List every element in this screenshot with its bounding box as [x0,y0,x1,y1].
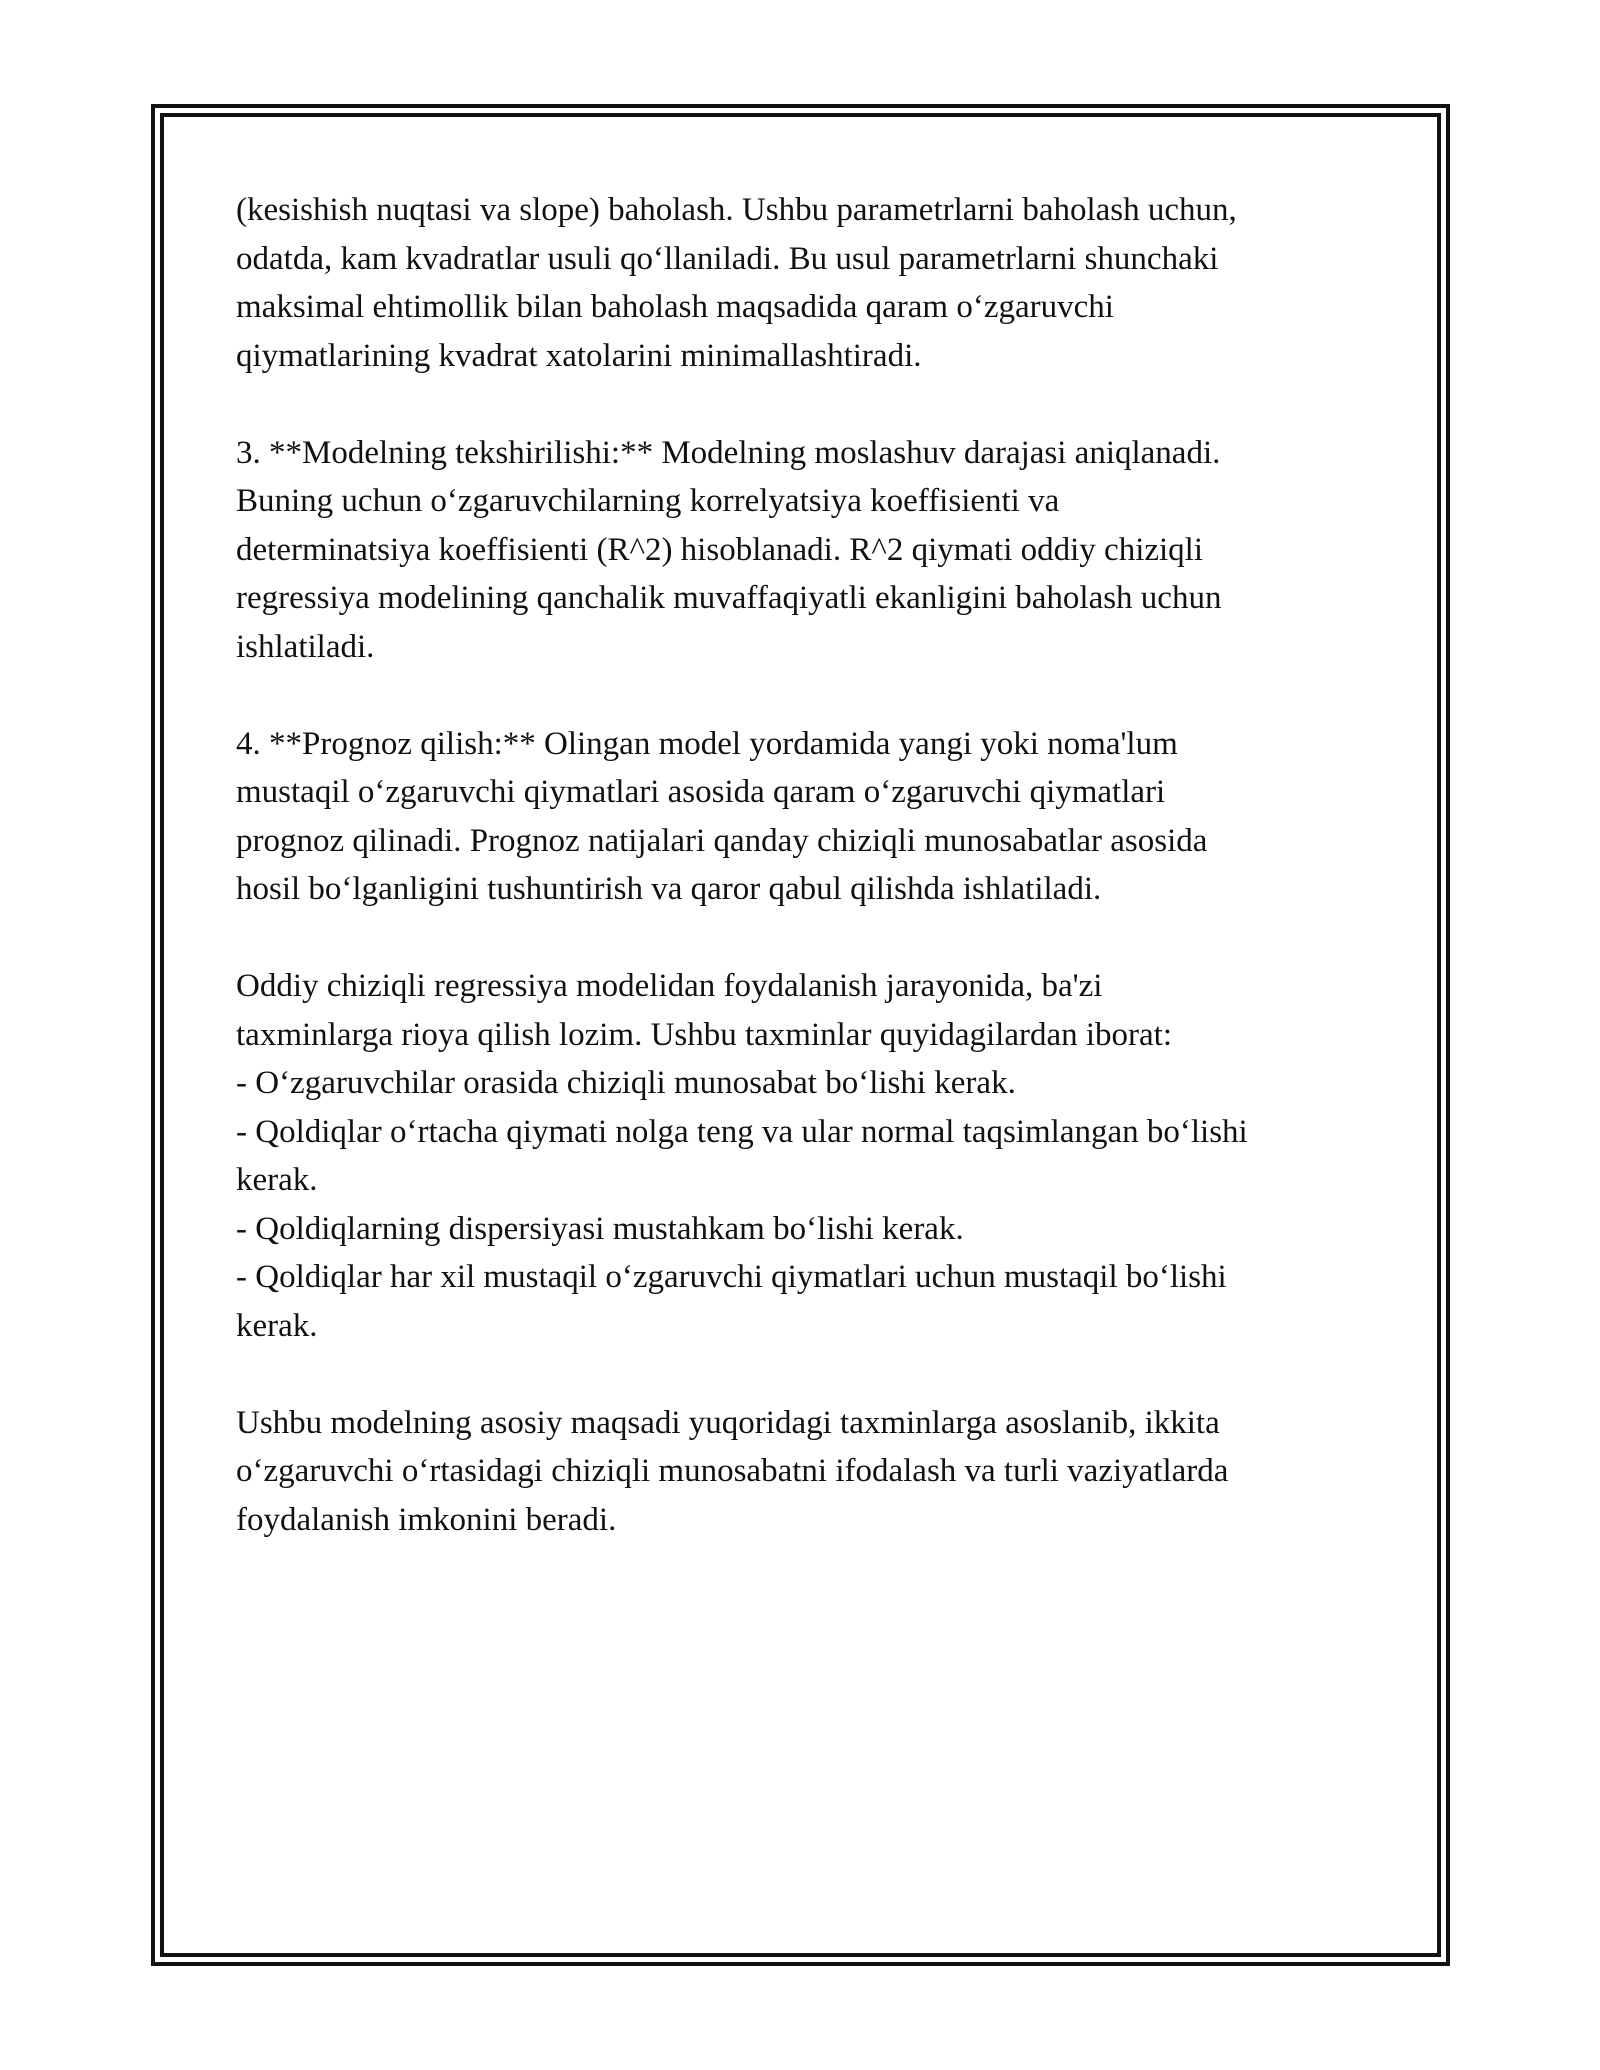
paragraph-assumptions [236,962,1376,1350]
text-line: kerak. [236,1307,318,1344]
paragraph-forecasting [236,720,1376,914]
paragraph-conclusion [236,1399,1376,1545]
document-body [236,186,1376,1593]
assumption-list-item: - Qoldiqlarning dispersiyasi mustahkam bo‘lishi kerak. [236,1210,964,1247]
text-line: 3. **Modelning tekshirilishi:** Modelning moslashuv darajasi aniqlanadi. [236,434,1221,471]
assumption-list-item: - Qoldiqlar o‘rtacha qiymati nolga teng va ular normal taqsimlangan bo‘lishi [236,1113,1248,1150]
text-line: hosil bo‘lganligini tushuntirish va qaror qabul qilishda ishlatiladi. [236,871,1102,907]
text-line: mustaqil o‘zgaruvchi qiymatlari asosida qaram o‘zgaruvchi qiymatlari [236,774,1166,810]
text-line: Ushbu modelning asosiy maqsadi yuqoridagi taxminlarga asoslanib, ikkita [236,1404,1220,1441]
text-line: taxminlarga rioya qilish lozim. Ushbu taxminlar quyidagilardan iborat: [236,1016,1173,1053]
text-line: ishlatiladi. [236,628,375,665]
text-line: maksimal ehtimollik bilan baholash maqsadida qaram o‘zgaruvchi [236,289,1114,325]
text-line: (kesishish nuqtasi va slope) baholash. Ushbu parametrlarni baholash uchun, [236,192,1237,228]
text-line: foydalanish imkonini beradi. [236,1501,617,1538]
text-line: Buning uchun o‘zgaruvchilarning korrelyatsiya koeffisienti va [236,483,1060,519]
assumption-list-item: - Qoldiqlar har xil mustaqil o‘zgaruvchi qiymatlari uchun mustaqil bo‘lishi [236,1259,1227,1295]
text-line: qiymatlarining kvadrat xatolarini minimallashtiradi. [236,337,922,374]
text-line: prognoz qilinadi. Prognoz natijalari qanday chiziqli munosabatlar asosida [236,822,1208,859]
assumption-list-item: - O‘zgaruvchilar orasida chiziqli munosabat bo‘lishi kerak. [236,1065,1016,1101]
paragraph-parameter-estimation [236,186,1376,380]
text-line: o‘zgaruvchi o‘rtasidagi chiziqli munosabatni ifodalash va turli vaziyatlarda [236,1453,1229,1489]
text-line: kerak. [236,1162,318,1198]
text-line: determinatsiya koeffisienti (R^2) hisoblanadi. R^2 qiymati oddiy chiziqli [236,531,1204,568]
text-line: regressiya modelining qanchalik muvaffaqiyatli ekanligini baholash uchun [236,580,1222,616]
paragraph-model-checking [236,429,1376,672]
text-line: Oddiy chiziqli regressiya modelidan foydalanish jarayonida, ba'zi [236,968,1103,1004]
text-line: odatda, kam kvadratlar usuli qo‘llaniladi. Bu usul parametrlarni shunchaki [236,240,1219,277]
text-line: 4. **Prognoz qilish:** Olingan model yordamida yangi yoki noma'lum [236,725,1178,762]
